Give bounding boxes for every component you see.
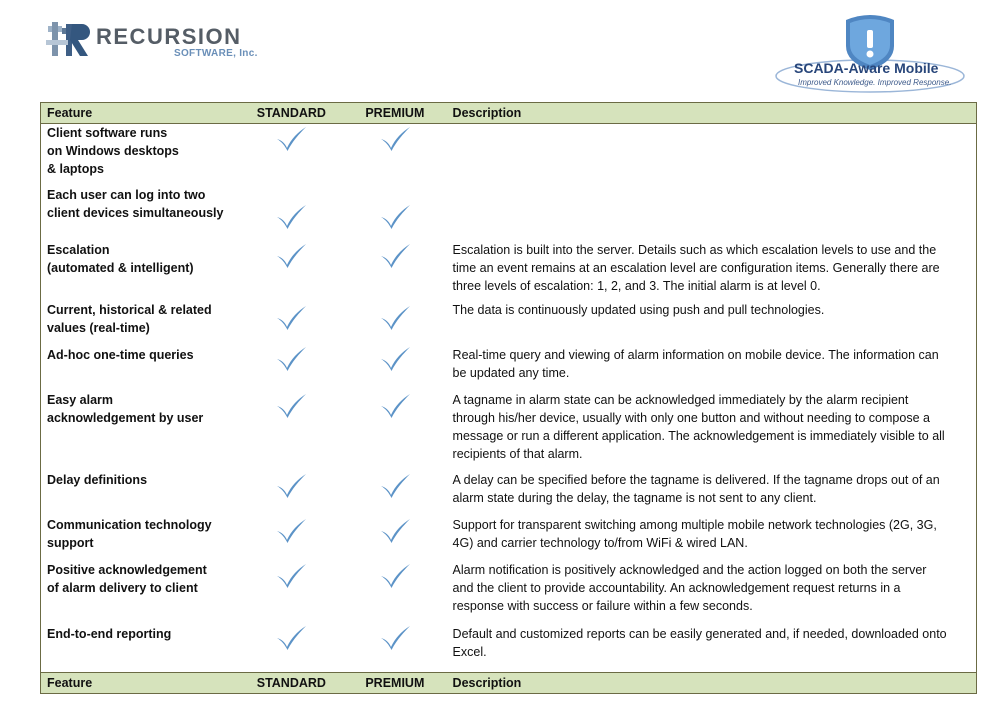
description-line: Default and customized reports can be easily generated and, if needed, downloaded onto <box>452 626 947 641</box>
table-row <box>41 301 977 346</box>
description-cell <box>447 186 977 241</box>
description-line: A delay can be specified before the tagname is delivered. If the tagname drops out of an <box>452 472 940 487</box>
description-line: through his/her device, usually with only one button and without needing to compose a <box>452 410 930 425</box>
scada-aware-tagline: Improved Knowledge. Improved Response. <box>798 78 952 87</box>
standard-cell <box>240 346 344 391</box>
header-standard: STANDARD <box>240 103 344 124</box>
recursion-logo-icon <box>46 20 92 60</box>
description-cell <box>447 625 977 673</box>
footer-premium: PREMIUM <box>343 673 446 694</box>
description-cell <box>447 301 977 346</box>
description-line: 4G) and carrier technology to/from WiFi & wired LAN. <box>452 535 748 550</box>
description-line: response with success or failure within a few seconds. <box>452 598 753 613</box>
feature-line: acknowledgement by user <box>47 410 204 425</box>
footer-feature: Feature <box>41 673 240 694</box>
footer-standard: STANDARD <box>240 673 344 694</box>
checkmark-icon <box>379 473 411 499</box>
description-cell <box>447 346 977 391</box>
description-line: A tagname in alarm state can be acknowledged immediately by the alarm recipient <box>452 392 909 407</box>
checkmark-icon <box>379 563 411 589</box>
table-row <box>41 124 977 186</box>
checkmark-icon <box>275 243 307 269</box>
premium-cell <box>343 124 446 186</box>
description-line: The data is continuously updated using push and pull technologies. <box>452 302 825 317</box>
description-cell <box>447 124 977 186</box>
premium-cell <box>343 186 446 241</box>
description-line: Alarm notification is positively acknowledged and the action logged on both the server <box>452 562 927 577</box>
table-row <box>41 241 977 301</box>
recursion-brand-name: RECURSION <box>96 24 242 49</box>
standard-cell <box>240 241 344 301</box>
premium-cell <box>343 301 446 346</box>
feature-line: support <box>47 535 94 550</box>
feature-line: Escalation <box>47 242 110 257</box>
checkmark-icon <box>379 126 411 152</box>
description-line: Escalation is built into the server. Details such as which escalation levels to use and the <box>452 242 937 257</box>
description-cell <box>447 391 977 471</box>
feature-line: Client software runs <box>47 126 168 140</box>
premium-cell <box>343 391 446 471</box>
premium-cell <box>343 625 446 673</box>
description-cell <box>447 471 977 516</box>
description-line: message or run a different application. The acknowledgement is immediately visible to all <box>452 428 945 443</box>
standard-cell <box>240 186 344 241</box>
feature-cell <box>41 241 240 301</box>
feature-line: Communication technology <box>47 517 212 532</box>
premium-cell <box>343 516 446 561</box>
checkmark-icon <box>275 563 307 589</box>
feature-line: client devices simultaneously <box>47 205 224 220</box>
description-line: recipients of that alarm. <box>452 446 583 461</box>
feature-cell <box>41 471 240 516</box>
feature-line: & laptops <box>47 162 104 176</box>
feature-line: Delay definitions <box>47 472 148 487</box>
feature-line: Ad-hoc one-time queries <box>47 347 194 362</box>
feature-line: End-to-end reporting <box>47 626 172 641</box>
table-row <box>41 346 977 391</box>
scada-aware-logo <box>770 14 970 94</box>
description-cell <box>447 561 977 625</box>
description-line: be updated any time. <box>452 365 570 380</box>
standard-cell <box>240 625 344 673</box>
scada-aware-title: SCADA-Aware Mobile <box>794 60 939 76</box>
checkmark-icon <box>275 393 307 419</box>
checkmark-icon <box>275 126 307 152</box>
recursion-logo <box>46 20 286 64</box>
table-row <box>41 186 977 241</box>
feature-cell <box>41 124 240 186</box>
description-line: three levels of escalation: 1, 2, and 3. The initial alarm is at level 0. <box>452 278 821 293</box>
standard-cell <box>240 561 344 625</box>
feature-cell <box>41 391 240 471</box>
header-description: Description <box>447 103 977 124</box>
checkmark-icon <box>275 346 307 372</box>
feature-cell <box>41 561 240 625</box>
feature-line: on Windows desktops <box>47 144 179 158</box>
recursion-brand-subtitle: SOFTWARE, Inc. <box>174 48 258 59</box>
checkmark-icon <box>379 518 411 544</box>
checkmark-icon <box>275 625 307 651</box>
feature-line: Positive acknowledgement <box>47 562 207 577</box>
standard-cell <box>240 391 344 471</box>
feature-line: Easy alarm <box>47 392 114 407</box>
table-body <box>41 124 977 673</box>
table-row <box>41 471 977 516</box>
description-line: time an event remains at an escalation level are configuration items. Generally there are <box>452 260 940 275</box>
checkmark-icon <box>379 346 411 372</box>
header-premium: PREMIUM <box>343 103 446 124</box>
table-row <box>41 391 977 471</box>
feature-cell <box>41 625 240 673</box>
description-cell <box>447 241 977 301</box>
table-row <box>41 625 977 673</box>
feature-cell <box>41 301 240 346</box>
description-line: Real-time query and viewing of alarm information on mobile device. The information can <box>452 347 939 362</box>
checkmark-icon <box>275 518 307 544</box>
footer-description: Description <box>447 673 977 694</box>
standard-cell <box>240 301 344 346</box>
checkmark-icon <box>275 305 307 331</box>
description-cell <box>447 516 977 561</box>
standard-cell <box>240 124 344 186</box>
checkmark-icon <box>275 473 307 499</box>
feature-cell <box>41 346 240 391</box>
premium-cell <box>343 346 446 391</box>
checkmark-icon <box>379 305 411 331</box>
description-line: alarm state during the delay, the tagname is not sent to any client. <box>452 490 817 505</box>
feature-line: (automated & intelligent) <box>47 260 194 275</box>
description-line: Excel. <box>452 644 487 659</box>
table-header-row <box>41 103 977 124</box>
premium-cell <box>343 561 446 625</box>
feature-line: values (real-time) <box>47 320 150 335</box>
table-row <box>41 561 977 625</box>
description-line: Support for transparent switching among multiple mobile network technologies (2G, 3G, <box>452 517 937 532</box>
checkmark-icon <box>275 204 307 230</box>
feature-comparison-table <box>40 102 977 694</box>
feature-line: of alarm delivery to client <box>47 580 198 595</box>
table-footer-row <box>41 673 977 694</box>
checkmark-icon <box>379 625 411 651</box>
standard-cell <box>240 516 344 561</box>
premium-cell <box>343 241 446 301</box>
checkmark-icon <box>379 393 411 419</box>
checkmark-icon <box>379 243 411 269</box>
feature-cell <box>41 186 240 241</box>
table-row <box>41 516 977 561</box>
checkmark-icon <box>379 204 411 230</box>
premium-cell <box>343 471 446 516</box>
feature-line: Current, historical & related <box>47 302 212 317</box>
standard-cell <box>240 471 344 516</box>
description-line: and the client to provide accountability. An acknowledgement request returns in a <box>452 580 901 595</box>
feature-cell <box>41 516 240 561</box>
feature-line: Each user can log into two <box>47 187 206 202</box>
header-feature: Feature <box>41 103 240 124</box>
